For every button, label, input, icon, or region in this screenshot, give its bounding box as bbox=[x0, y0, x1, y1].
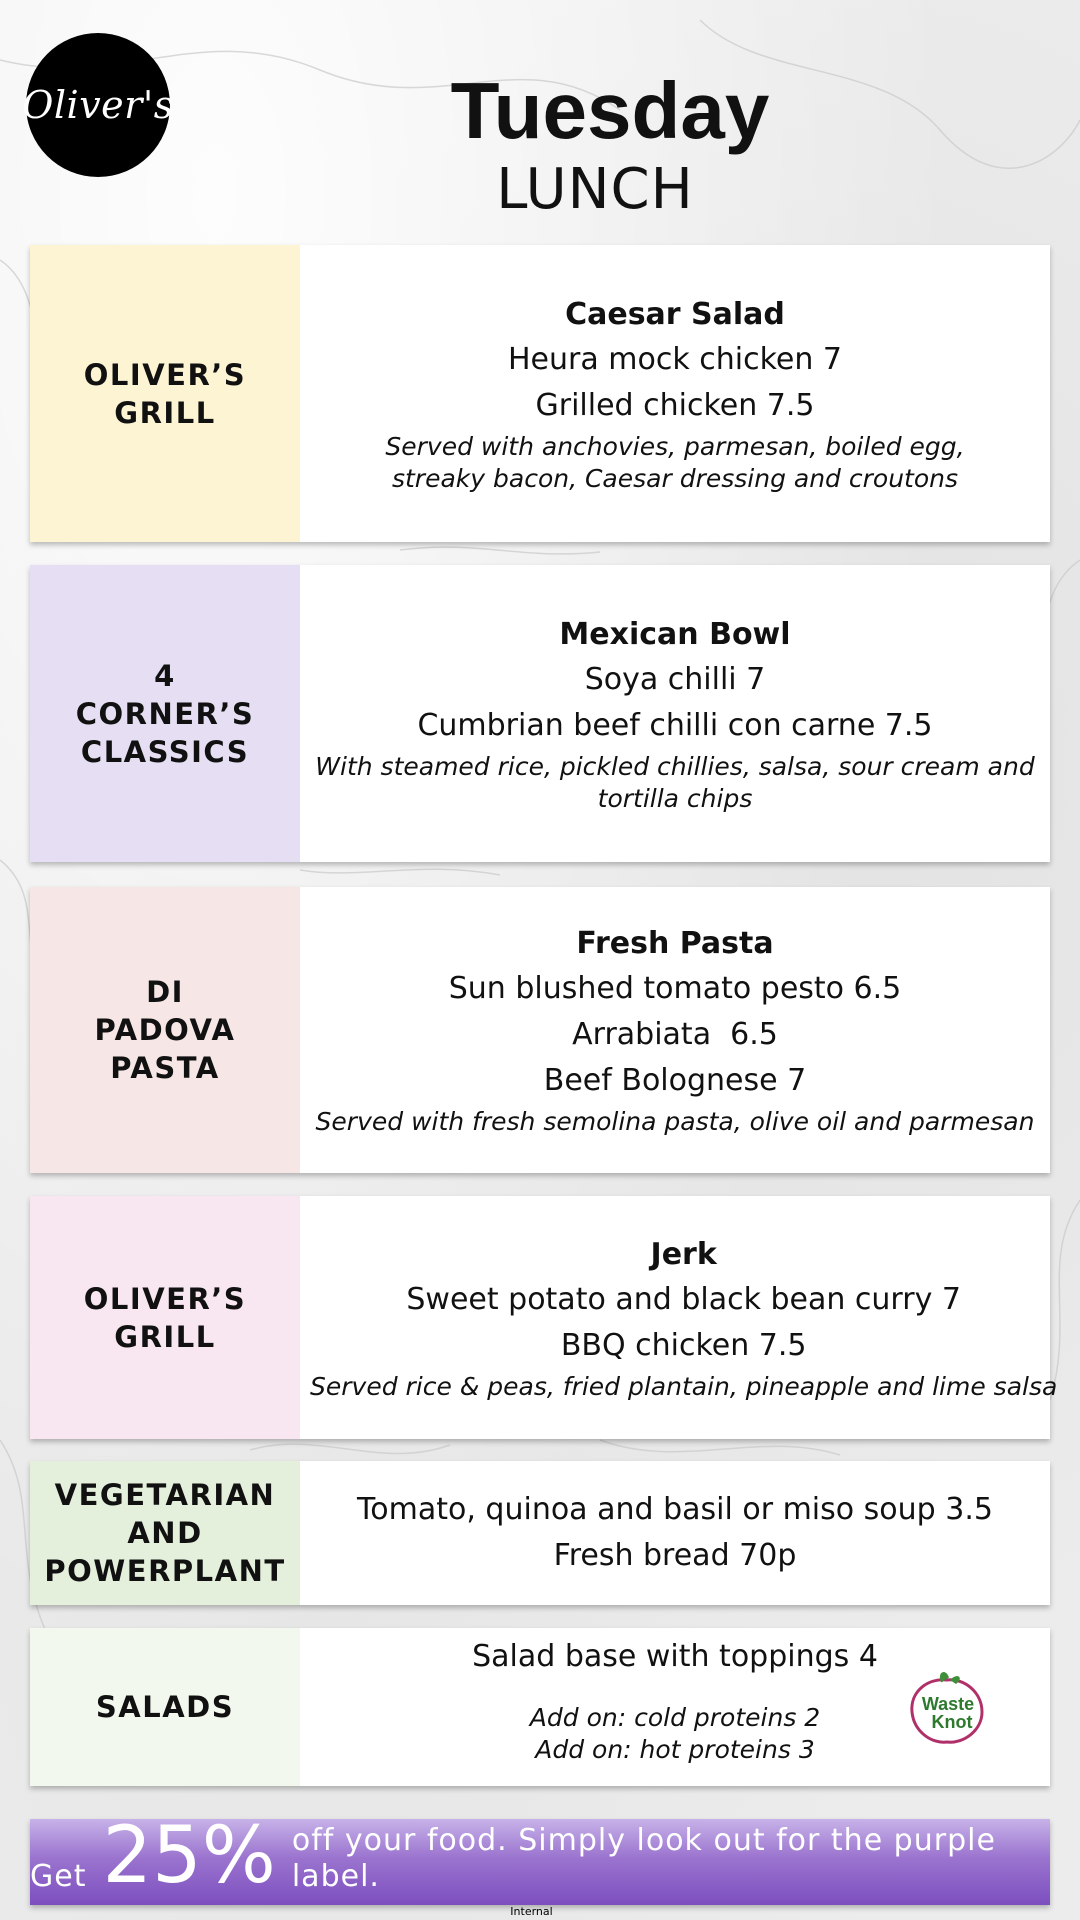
waste-logo-line2: Knot bbox=[931, 1712, 973, 1732]
menu-section bbox=[30, 1196, 1058, 1439]
menu-section bbox=[30, 565, 1050, 862]
dish-description: Served rice & peas, fried plantain, pineapple and lime salsa bbox=[310, 1371, 1058, 1401]
promo-text: off your food. Simply look out for the purple label. bbox=[291, 1823, 996, 1894]
olivers-logo: Oliver's bbox=[26, 33, 170, 177]
category-label: 4 CORNER’S CLASSICS bbox=[30, 565, 300, 862]
dish-option: Salad base with toppings 4 bbox=[472, 1639, 878, 1674]
menu-items bbox=[300, 245, 1050, 542]
menu-section bbox=[30, 245, 1050, 542]
menu-items bbox=[300, 887, 1050, 1173]
addon-item: Add on: hot proteins 3 bbox=[535, 1735, 815, 1764]
category-label: OLIVER’S GRILL bbox=[30, 245, 300, 542]
footer-label: Internal bbox=[510, 1905, 553, 1918]
dish-description: Served with anchovies, parmesan, boiled egg, streaky bacon, Caesar dressing and croutons bbox=[385, 431, 965, 493]
dish-option: Soya chilli 7 bbox=[584, 661, 766, 697]
dish-option: Arrabiata 6.5 bbox=[572, 1017, 778, 1052]
category-label: OLIVER’S GRILL bbox=[30, 1196, 300, 1439]
category-label: VEGETARIAN AND POWERPLANT bbox=[30, 1461, 300, 1605]
dish-option: Cumbrian beef chilli con carne 7.5 bbox=[417, 707, 933, 743]
menu-items bbox=[300, 1461, 1050, 1605]
category-label: DI PADOVA PASTA bbox=[30, 887, 300, 1173]
meal-subtitle: LUNCH bbox=[496, 157, 694, 222]
dish-name: Caesar Salad bbox=[565, 296, 785, 332]
waste-logo-line1: Waste bbox=[921, 1694, 975, 1714]
menu-section bbox=[30, 1461, 1050, 1605]
menu-items bbox=[300, 565, 1050, 862]
dish-option: Heura mock chicken 7 bbox=[508, 341, 842, 377]
dish-option: Tomato, quinoa and basil or miso soup 3.5 bbox=[357, 1492, 993, 1527]
menu-items bbox=[300, 1196, 1067, 1439]
dish-option: Sweet potato and black bean curry 7 bbox=[406, 1281, 961, 1317]
promo-percent: 25% bbox=[102, 1811, 276, 1901]
category-label: SALADS bbox=[30, 1628, 300, 1786]
dish-option: Grilled chicken 7.5 bbox=[535, 387, 815, 423]
dish-name: Jerk bbox=[650, 1236, 717, 1272]
menu-section bbox=[30, 1628, 1050, 1786]
addon-item: Add on: cold proteins 2 bbox=[529, 1703, 821, 1732]
dish-name: Fresh Pasta bbox=[576, 926, 774, 961]
promo-prefix: Get bbox=[30, 1859, 87, 1894]
dish-option: Beef Bolognese 7 bbox=[543, 1063, 807, 1098]
day-title: Tuesday bbox=[450, 66, 770, 155]
dish-option: Fresh bread 70p bbox=[553, 1538, 797, 1573]
dish-option: BBQ chicken 7.5 bbox=[560, 1327, 807, 1363]
dish-option: Sun blushed tomato pesto 6.5 bbox=[448, 971, 902, 1006]
dish-description: Served with fresh semolina pasta, olive oil and parmesan bbox=[315, 1107, 1035, 1136]
waste-knot-logo bbox=[902, 1670, 992, 1750]
dish-description: With steamed rice, pickled chillies, salsa, sour cream and tortilla chips bbox=[315, 751, 1035, 813]
menu-section bbox=[30, 887, 1050, 1173]
dish-name: Mexican Bowl bbox=[559, 616, 791, 652]
promo-banner bbox=[30, 1811, 1050, 1905]
